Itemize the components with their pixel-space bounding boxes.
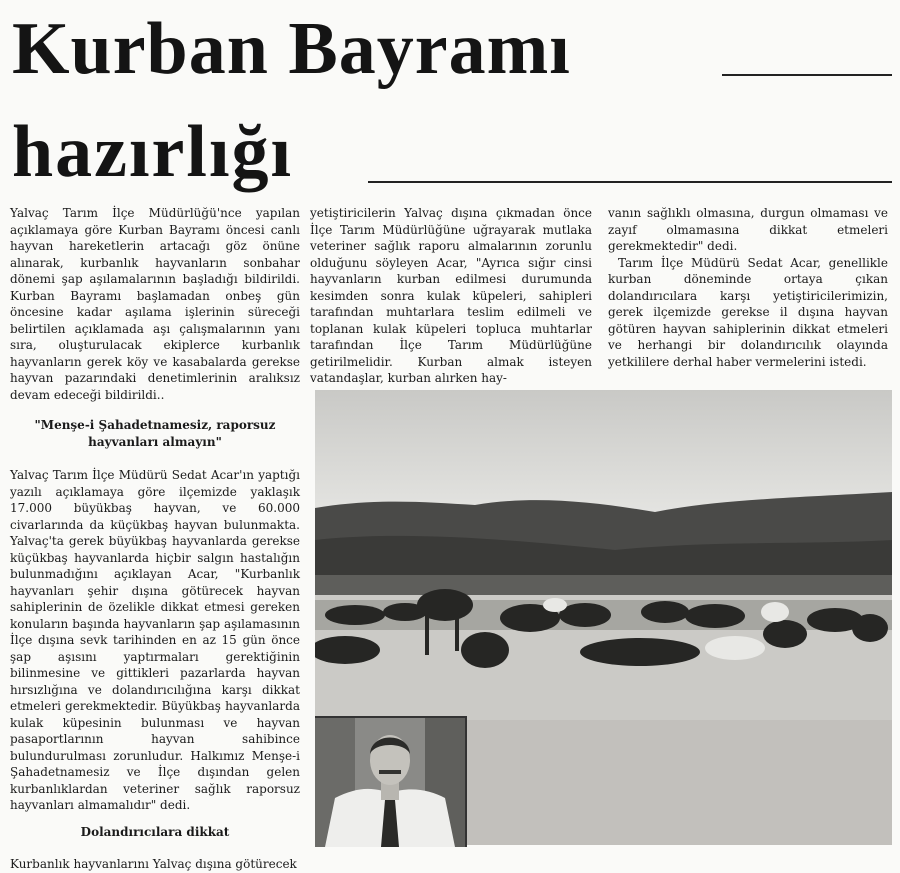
intro-paragraph: Yalvaç Tarım İlçe Müdürlüğü'nce yapılan açıklamaya göre Kurban Bayramı öncesi canlı hayvan hareketlerin artacağı göz önüne alınarak, kurbanlık hayvanların sonbahar dönemi şap aşılamalarının başladığı bildirildi. Kurban Bayramı başlamadan onbeş gün öncesine kadar aşılama işlerinin süreceği belirtilen açıklamada aşı çalışmalarının yanı sıra, oluşturulacak ekiplerce kurbanlık hayvanların gerek köy ve kasabalarda gerekse hayvan pazarındaki denetimlerinin aralıksız devam edeceği bildirildi.. [10,206,300,402]
col3-paragraph-2: Tarım İlçe Müdürü Sedat Acar, genellikle kurban döneminde ortaya çıkan dolandırıcılara karşı yetiştiricilerimizin, gerek ilçemizde gerekse il dışına hayvan götüren hayvan sahiplerinin dikkat etmeleri ve herhangi bir dolandırıcılık olayında yetkililere derhal haber vermelerini istedi. [608,255,888,369]
headline-rule-2 [368,181,892,183]
subheading-mense: "Menşe-i Şahadetnamesiz, raporsuz hayvanları almayın" [34,418,276,449]
headline-line-2: hazırlığı [12,111,294,193]
headline-line-1: Kurban Bayramı [12,8,571,90]
portrait-drawing [315,718,465,847]
headline-rule-1 [722,74,892,76]
article-column-1 [10,205,300,873]
official-portrait-photo [315,716,467,847]
col2-paragraph: yetiştiricilerin Yalvaç dışına çıkmadan önce İlçe Tarım Müdürlüğüne uğrayarak mutlaka veteriner sağlık raporu almalarının zorunlu olduğunu söyleyen Acar, "Ayrıca sığır cinsi hayvanların kurban edilmesi durumunda kesimden sonra kulak küpeleri, sahipleri tarafından muhtarlara teslim edilmeli ve toplanan kulak küpeleri topluca muhtarlar tarafından İlçe Tarım Müdürlüğüne getirilmelidir. Kurban almak isteyen vatandaşlar, kurban alırken hay- [310,206,592,385]
article-column-2 [310,205,592,387]
subheading-dolandiricilar: Dolandırıcılara dikkat [80,824,230,839]
tail-paragraph: Kurbanlık hayvanlarını Yalvaç dışına götürecek [10,857,297,871]
article-column-3 [608,205,888,370]
body-paragraph: Yalvaç Tarım İlçe Müdürü Sedat Acar'ın yaptığı yazılı açıklamaya göre ilçemizde yaklaşık 17.000 büyükbaş hayvan, ve 60.000 civarlarında da küçükbaş hayvan bulunmakta. Yalvaç'ta gerek büyükbaş hayvanlarda gerekse küçükbaş hayvanlarda hiçbir salgın hastalığın bulunmadığını açıklayan Acar, "Kurbanlık hayvanları şehir dışına götürecek hayvan sahiplerinin de özelikle dikkat etmesi gereken konuların başında hayvanların şap aşılamasının İlçe dışına sevk tarihinden en az 15 gün önce şap aşısını yaptırmaları gerektiğinin bilinmesine ve gittikleri pazarlarda hayvan hırsızlığına ve dolandırıcılığına karşı dikkat etmeleri gerekmektedir. Büyükbaş hayvanlarda kulak küpesinin bulunması ve hayvan pasaportlarının hayvan sahibince bulundurulması zorunludur. Halkımız Menşe-i Şahadetnamesiz ve İlçe dışından gelen kurbanlıklardan veteriner sağlık raporsuz hayvanları almamalıdır" dedi. [10,468,300,812]
col3-paragraph-1: vanın sağlıklı olmasına, durgun olmaması ve zayıf olmamasına dikkat etmeleri gerekmektedir" dedi. [608,206,888,253]
